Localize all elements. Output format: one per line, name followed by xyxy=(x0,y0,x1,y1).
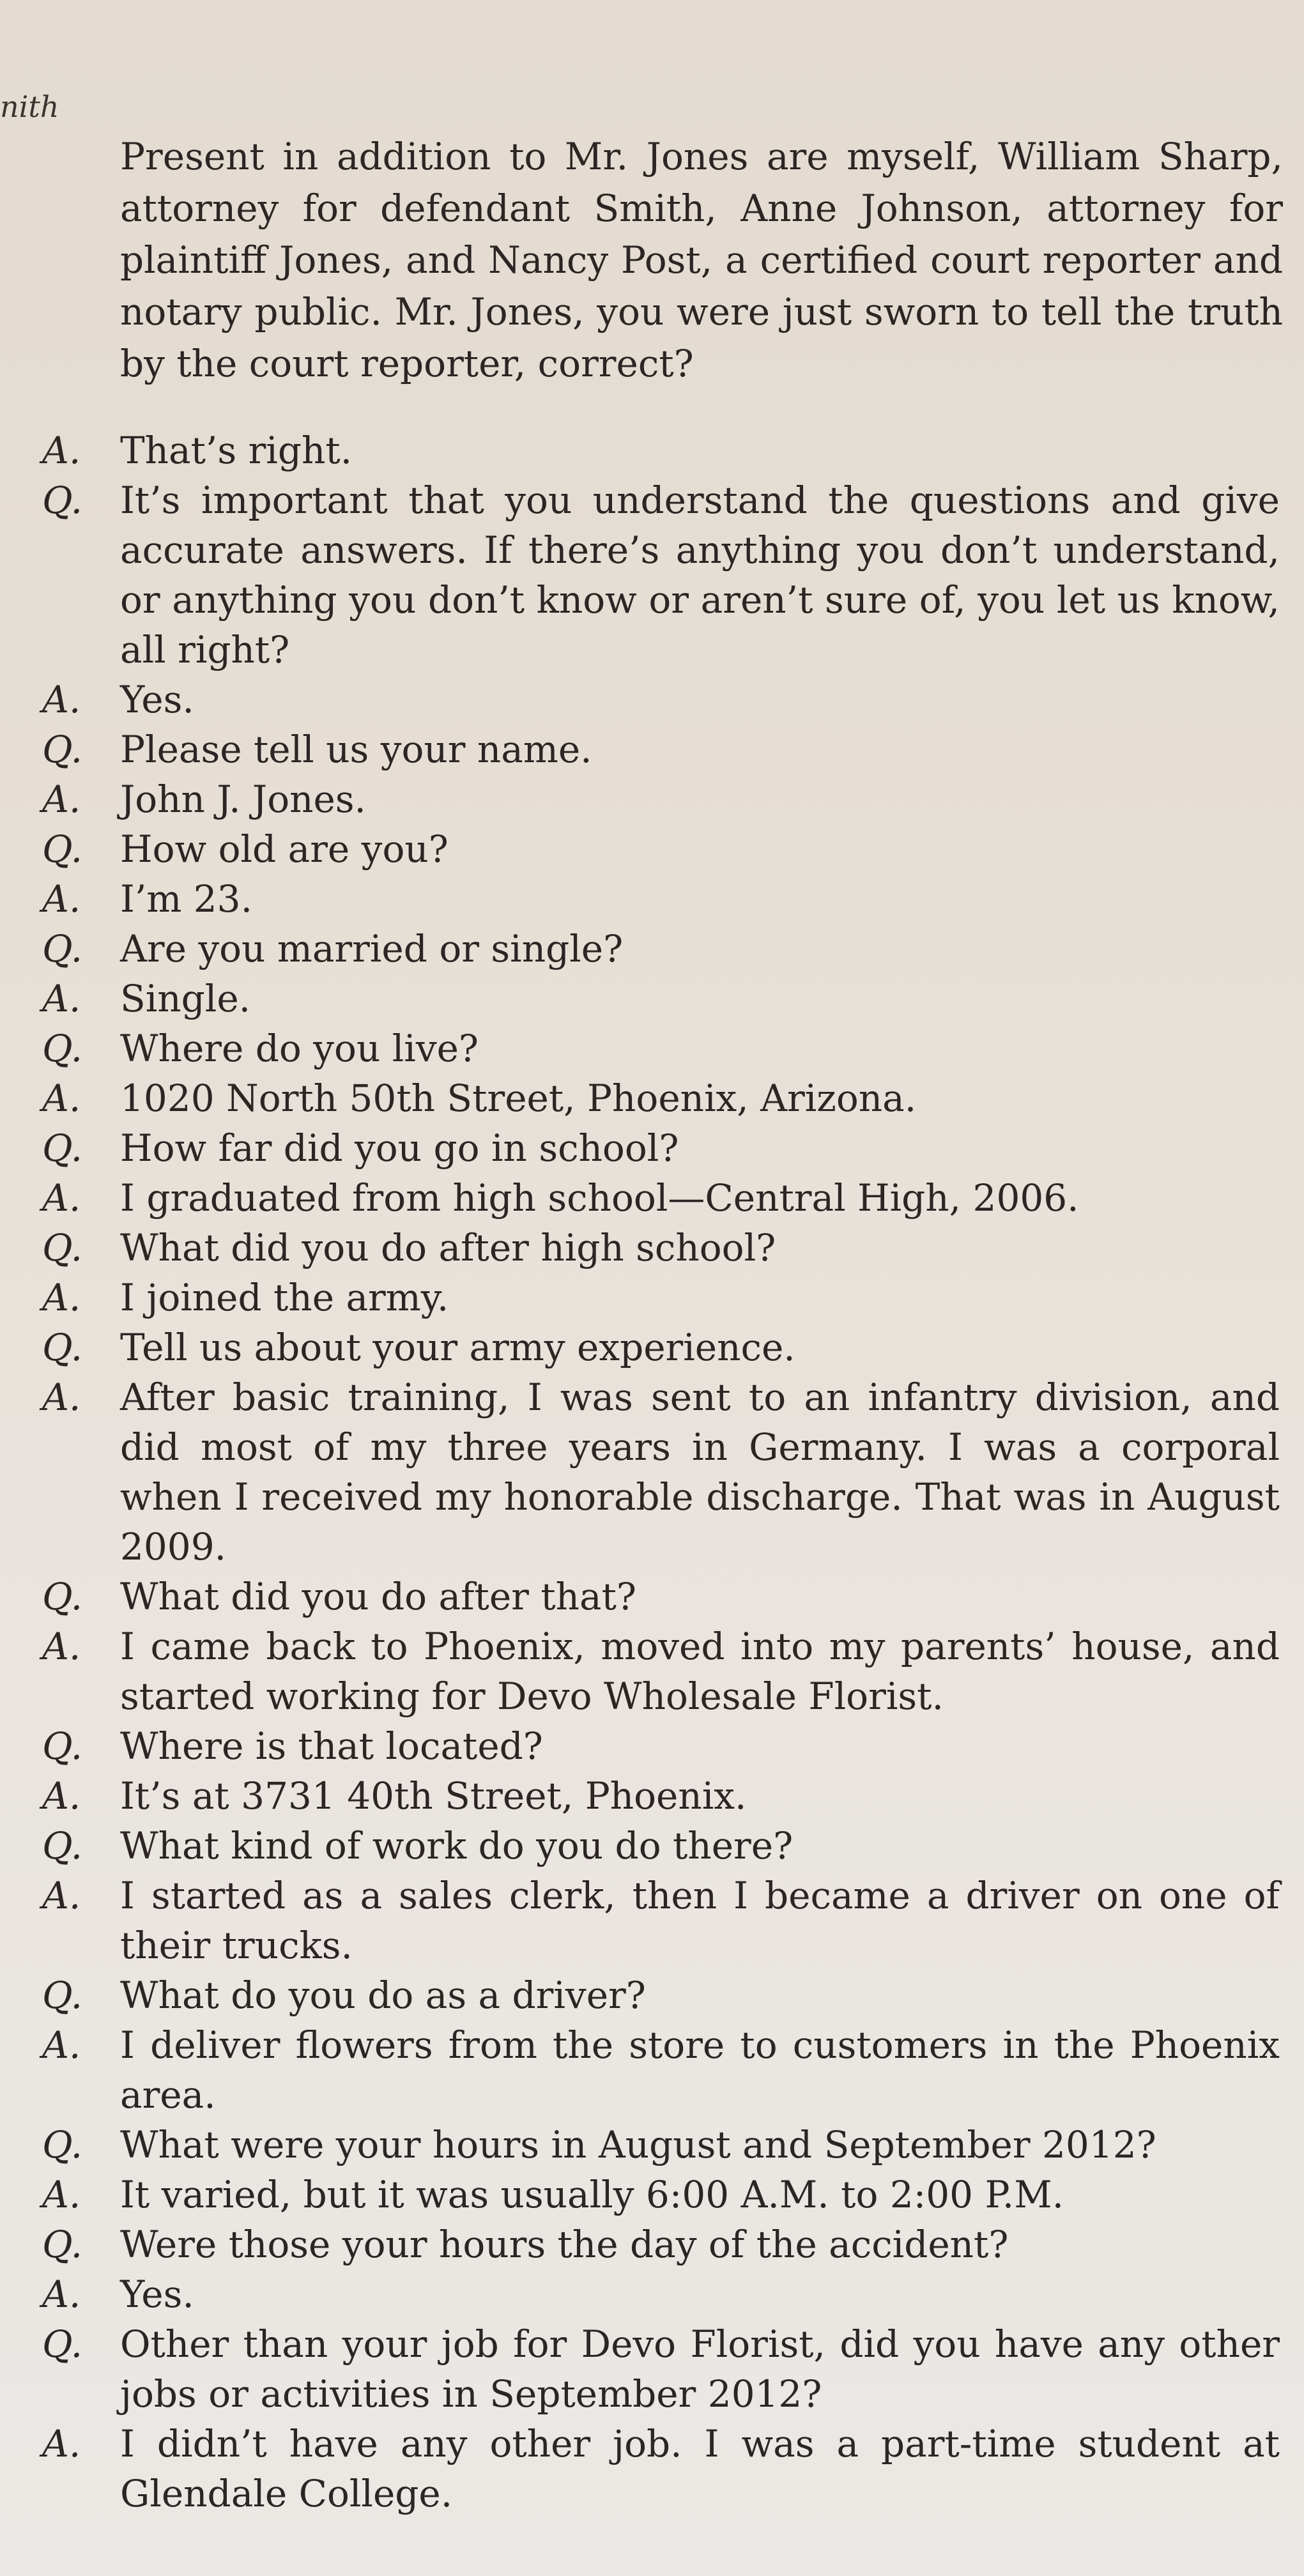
qa-entry xyxy=(0,425,1304,475)
entry-text: I deliver flowers from the store to customers in the Phoenix area. xyxy=(120,2023,1280,2117)
deposition-transcript xyxy=(0,425,1304,2518)
qa-entry xyxy=(0,1073,1304,1123)
running-header-fragment: nith xyxy=(0,89,59,124)
entry-text: Are you married or single? xyxy=(120,927,624,970)
qa-entry xyxy=(0,1771,1304,1821)
qa-entry xyxy=(0,2319,1304,2419)
entry-text: I didn’t have any other job. I was a part-time student at Glendale College. xyxy=(120,2422,1280,2515)
entry-text: I came back to Phoenix, moved into my parents’ house, and started working for Devo Wholesale Florist. xyxy=(120,1625,1280,1718)
qa-entry xyxy=(0,2220,1304,2269)
entry-text: Were those your hours the day of the accident? xyxy=(120,2223,1009,2266)
entry-text: Where is that located? xyxy=(120,1724,543,1768)
qa-entry xyxy=(0,1572,1304,1621)
qa-entry xyxy=(0,1322,1304,1372)
entry-text: What do you do as a driver? xyxy=(120,1974,646,2017)
entry-text: It’s important that you understand the questions and give accurate answers. If there’s anything you don’t understand, or anything you don’t know or aren’t sure of, you let us know, all right? xyxy=(120,479,1280,671)
speaker-label: A. xyxy=(42,2173,81,2216)
speaker-label: A. xyxy=(42,1077,81,1120)
qa-entry xyxy=(0,1871,1304,1970)
entry-text: Please tell us your name. xyxy=(120,728,592,771)
entry-text: It varied, but it was usually 6:00 A.M. to 2:00 P.M. xyxy=(120,2173,1064,2216)
entry-text: I graduated from high school—Central High, 2006. xyxy=(120,1176,1079,1220)
qa-entry xyxy=(0,824,1304,874)
entry-text: After basic training, I was sent to an infantry division, and did most of my three years in Germany. I was a corporal when I received my honorable discharge. That was in August 2009. xyxy=(120,1376,1280,1568)
entry-text: Single. xyxy=(120,977,251,1020)
entry-text: Tell us about your army experience. xyxy=(120,1326,795,1369)
speaker-label: Q. xyxy=(42,1575,83,1618)
qa-entry xyxy=(0,1721,1304,1771)
speaker-label: Q. xyxy=(42,1974,83,2017)
speaker-label: Q. xyxy=(42,2223,83,2266)
speaker-label: A. xyxy=(42,2422,81,2465)
qa-entry xyxy=(0,1821,1304,1871)
speaker-label: A. xyxy=(42,977,81,1020)
speaker-label: Q. xyxy=(42,2123,83,2166)
speaker-label: A. xyxy=(42,678,81,721)
qa-entry xyxy=(0,1273,1304,1322)
entry-text: What were your hours in August and September 2012? xyxy=(120,2123,1156,2166)
speaker-label: Q. xyxy=(42,479,83,522)
entry-text: It’s at 3731 40th Street, Phoenix. xyxy=(120,1774,747,1818)
speaker-label: A. xyxy=(42,1376,81,1419)
qa-entry xyxy=(0,2170,1304,2220)
qa-entry xyxy=(0,874,1304,924)
entry-text: What kind of work do you do there? xyxy=(120,1824,794,1867)
entry-text: How old are you? xyxy=(120,827,449,871)
qa-entry xyxy=(0,675,1304,724)
speaker-label: A. xyxy=(42,778,81,821)
speaker-label: Q. xyxy=(42,2322,83,2366)
speaker-label: A. xyxy=(42,1774,81,1818)
entry-text: I started as a sales clerk, then I became a driver on one of their trucks. xyxy=(120,1874,1280,1967)
qa-entry xyxy=(0,1123,1304,1173)
intro-paragraph: Present in addition to Mr. Jones are myself, William Sharp, attorney for defendant Smith, Anne Johnson, attorney for plaintiff Jones, and Nancy Post, a certified court reporter and notary public. Mr. Jones, you were just sworn to tell the truth by the court reporter, correct? xyxy=(120,135,1283,385)
speaker-label: A. xyxy=(42,877,81,921)
qa-entry xyxy=(0,2120,1304,2170)
entry-text: I joined the army. xyxy=(120,1276,449,1319)
qa-entry xyxy=(0,974,1304,1023)
qa-entry xyxy=(0,1970,1304,2020)
entry-text: I’m 23. xyxy=(120,877,253,921)
speaker-label: Q. xyxy=(42,1126,83,1170)
speaker-label: A. xyxy=(42,1625,81,1668)
qa-entry xyxy=(0,475,1304,675)
qa-entry xyxy=(0,2020,1304,2120)
qa-entry xyxy=(0,1621,1304,1721)
qa-entry xyxy=(0,924,1304,974)
speaker-label: A. xyxy=(42,1874,81,1917)
speaker-label: Q. xyxy=(42,1326,83,1369)
speaker-label: Q. xyxy=(42,1824,83,1867)
speaker-label: A. xyxy=(42,2023,81,2067)
speaker-label: A. xyxy=(42,429,81,472)
entry-text: What did you do after high school? xyxy=(120,1226,776,1269)
speaker-label: A. xyxy=(42,1176,81,1220)
entry-text: Yes. xyxy=(120,2273,194,2316)
entry-text: Yes. xyxy=(120,678,194,721)
speaker-label: Q. xyxy=(42,827,83,871)
qa-entry xyxy=(0,774,1304,824)
entry-text: Where do you live? xyxy=(120,1027,479,1070)
speaker-label: Q. xyxy=(42,1027,83,1070)
speaker-label: Q. xyxy=(42,728,83,771)
speaker-label: A. xyxy=(42,1276,81,1319)
qa-entry xyxy=(0,2419,1304,2518)
entry-text: Other than your job for Devo Florist, did you have any other jobs or activities in September 2012? xyxy=(120,2322,1280,2416)
qa-entry xyxy=(0,1173,1304,1223)
speaker-label: A. xyxy=(42,2273,81,2316)
entry-text: What did you do after that? xyxy=(120,1575,636,1618)
entry-text: John J. Jones. xyxy=(120,778,366,821)
qa-entry xyxy=(0,1023,1304,1073)
qa-entry xyxy=(0,1223,1304,1273)
entry-text: That’s right. xyxy=(120,429,353,472)
qa-entry xyxy=(0,1372,1304,1572)
speaker-label: Q. xyxy=(42,1226,83,1269)
speaker-label: Q. xyxy=(42,1724,83,1768)
speaker-label: Q. xyxy=(42,927,83,970)
qa-entry xyxy=(0,724,1304,774)
entry-text: 1020 North 50th Street, Phoenix, Arizona. xyxy=(120,1077,917,1120)
qa-entry xyxy=(0,2269,1304,2319)
entry-text: How far did you go in school? xyxy=(120,1126,679,1170)
